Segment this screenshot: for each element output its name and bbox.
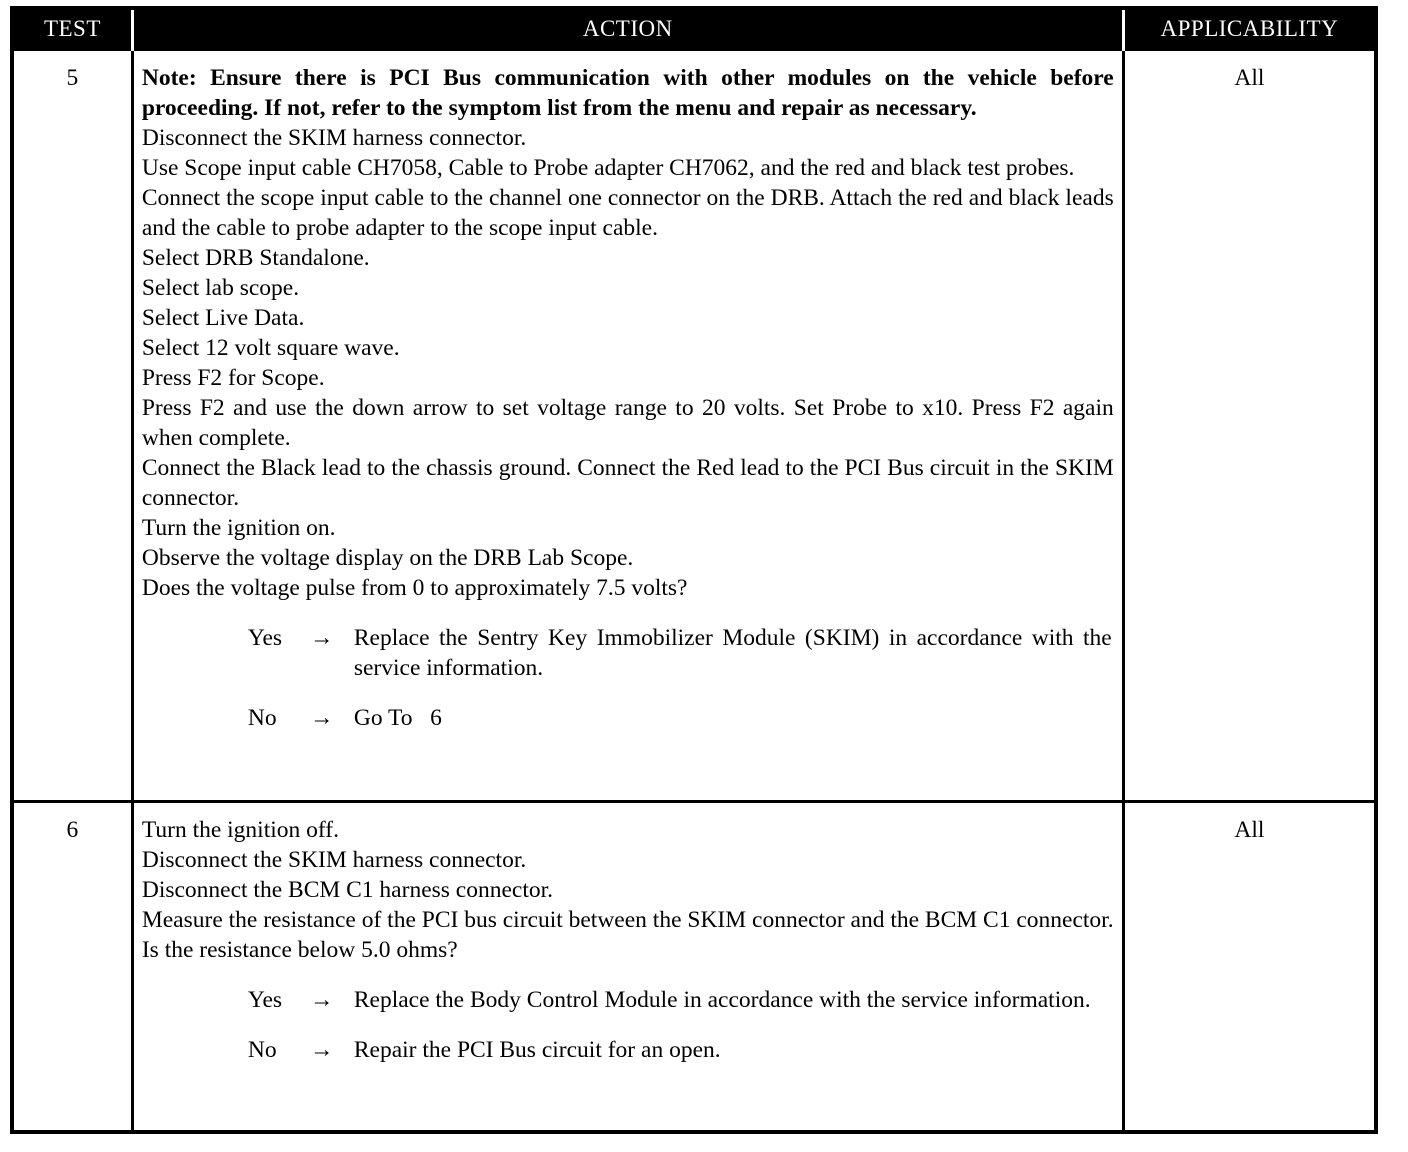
table-header-row — [12, 8, 1376, 50]
action-step: Select DRB Standalone. — [141, 245, 370, 271]
header-applicability: APPLICABILITY — [1123, 8, 1376, 50]
action-step: Does the voltage pulse from 0 to approximately 7.5 volts? — [141, 575, 688, 601]
right-arrow-icon: → — [309, 625, 334, 651]
action-step: Connect the Black lead to the chassis ground. Connect the Red lead to the PCI Bus circuit in the SKIM connector. — [141, 455, 1114, 511]
no-result — [142, 703, 1114, 733]
table-row — [12, 802, 1376, 1133]
action-step: Disconnect the SKIM harness connector. — [141, 125, 527, 151]
action-step: Is the resistance below 5.0 ohms? — [141, 937, 458, 963]
test-number-cell — [12, 50, 132, 802]
table-row — [12, 50, 1376, 802]
action-step: Select lab scope. — [141, 275, 300, 301]
header-test: TEST — [12, 8, 132, 50]
note-text: Note: Ensure there is PCI Bus communication with other modules on the vehicle before proceeding. If not, refer to the symptom list from the menu and repair as necessary. — [141, 65, 1114, 121]
action-step: Turn the ignition off. — [141, 817, 340, 843]
diagnostic-test-table — [10, 6, 1378, 1134]
test-number-cell — [12, 802, 132, 1133]
action-step: Select Live Data. — [141, 305, 305, 331]
yes-text: Replace the Sentry Key Immobilizer Module (SKIM) in accordance with the service information. — [353, 625, 1112, 681]
action-cell — [132, 50, 1123, 802]
right-arrow-icon: → — [309, 705, 334, 731]
yes-label: Yes — [247, 987, 283, 1013]
right-arrow-icon: → — [309, 1037, 334, 1063]
action-step: Observe the voltage display on the DRB Lab Scope. — [141, 545, 634, 571]
action-step: Use Scope input cable CH7058, Cable to Probe adapter CH7062, and the red and black test probes. — [141, 155, 1075, 181]
no-text: Repair the PCI Bus circuit for an open. — [353, 1037, 721, 1063]
applicability-value: All — [1234, 817, 1265, 843]
action-step: Disconnect the SKIM harness connector. — [141, 847, 527, 873]
yes-text: Replace the Body Control Module in accordance with the service information. — [353, 987, 1091, 1013]
action-step: Disconnect the BCM C1 harness connector. — [141, 877, 554, 903]
test-number: 5 — [66, 65, 79, 91]
action-step: Turn the ignition on. — [141, 515, 336, 541]
no-label: No — [247, 705, 277, 731]
no-text: Go To 6 — [353, 705, 442, 731]
test-number: 6 — [66, 817, 79, 843]
header-action: ACTION — [132, 8, 1123, 50]
yes-result — [142, 985, 1114, 1015]
yes-label: Yes — [247, 625, 283, 651]
action-step: Measure the resistance of the PCI bus circuit between the SKIM connector and the BCM C1 connector. — [141, 907, 1114, 933]
applicability-value: All — [1234, 65, 1265, 91]
action-step: Connect the scope input cable to the channel one connector on the DRB. Attach the red and black leads and the cable to probe adapter to the scope input cable. — [141, 185, 1114, 241]
action-step: Press F2 and use the down arrow to set voltage range to 20 volts. Set Probe to x10. Press F2 again when complete. — [141, 395, 1114, 451]
no-label: No — [247, 1037, 277, 1063]
applicability-cell — [1123, 802, 1376, 1133]
action-step: Press F2 for Scope. — [141, 365, 325, 391]
right-arrow-icon: → — [309, 987, 334, 1013]
action-step: Select 12 volt square wave. — [141, 335, 400, 361]
action-cell — [132, 802, 1123, 1133]
applicability-cell — [1123, 50, 1376, 802]
no-result — [142, 1035, 1114, 1065]
yes-result — [142, 623, 1114, 683]
